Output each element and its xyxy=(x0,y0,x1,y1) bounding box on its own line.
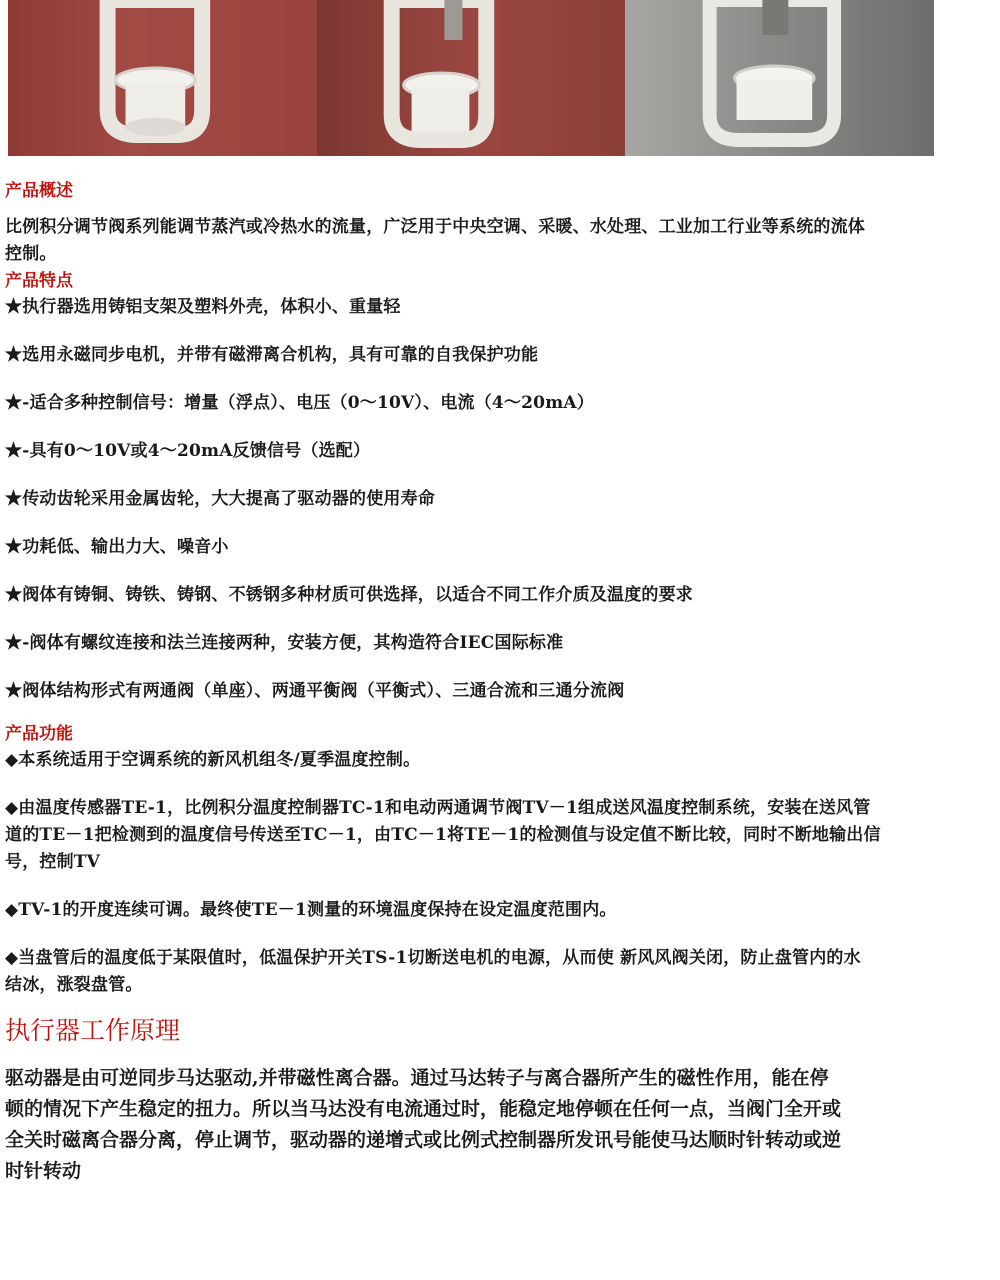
function-item-4-line-2: 结冰，涨裂盘管。 xyxy=(5,975,143,995)
feature-item: ★-适合多种控制信号：增量（浮点）、电压（0～10V）、电流（4～20mA） xyxy=(5,393,594,413)
feature-item: ★功耗低、输出力大、噪音小 xyxy=(5,537,229,557)
functions-title: 产品功能 xyxy=(5,724,73,744)
product-photo-3 xyxy=(625,0,934,156)
features-title: 产品特点 xyxy=(5,271,73,291)
principle-line-4: 时针转动 xyxy=(5,1160,82,1182)
feature-item: ★执行器选用铸铝支架及塑料外壳，体积小、重量轻 xyxy=(5,297,401,317)
function-item-2-line-2: 道的TE－1把检测到的温度信号传送至TC－1，由TC－1将TE－1的检测值与设定值不断比较，同时不断地输出信 xyxy=(5,825,881,845)
feature-item: ★选用永磁同步电机，并带有磁滞离合机构，具有可靠的自我保护功能 xyxy=(5,345,539,365)
feature-item: ★阀体有铸铜、铸铁、铸钢、不锈钢多种材质可供选择，以适合不同工作介质及温度的要求 xyxy=(5,585,693,605)
function-item-1: ◆本系统适用于空调系统的新风机组冬/夏季温度控制。 xyxy=(5,750,421,770)
principle-title: 执行器工作原理 xyxy=(5,1016,181,1045)
feature-item: ★-具有0～10V或4～20mA反馈信号（选配） xyxy=(5,441,371,461)
feature-item: ★传动齿轮采用金属齿轮，大大提高了驱动器的使用寿命 xyxy=(5,489,435,509)
overview-title: 产品概述 xyxy=(5,181,73,201)
function-item-2-line-3: 号，控制TV xyxy=(5,852,101,872)
overview-line-1: 比例积分调节阀系列能调节蒸汽或冷热水的流量，广泛用于中央空调、采暖、水处理、工业加工行业等系统的流体 xyxy=(5,217,865,237)
principle-line-1: 驱动器是由可逆同步马达驱动,并带磁性离合器。通过马达转子与离合器所产生的磁性作用，能在停 xyxy=(5,1067,829,1089)
principle-line-3: 全关时磁离合器分离，停止调节，驱动器的递增式或比例式控制器所发讯号能使马达顺时针转动或逆 xyxy=(5,1129,842,1151)
feature-item: ★阀体结构形式有两通阀（单座）、两通平衡阀（平衡式）、三通合流和三通分流阀 xyxy=(5,681,625,701)
principle-line-2: 顿的情况下产生稳定的扭力。所以当马达没有电流通过时，能稳定地停顿在任何一点，当阀门全开或 xyxy=(5,1098,842,1120)
product-description xyxy=(5,178,995,1187)
function-item-3: ◆TV-1的开度连续可调。最终使TE－1测量的环境温度保持在设定温度范围内。 xyxy=(5,900,617,920)
feature-item: ★-阀体有螺纹连接和法兰连接两种，安装方便，其构造符合IEC国际标准 xyxy=(5,633,564,653)
product-photo-1 xyxy=(8,0,317,156)
product-photo-strip xyxy=(8,0,934,156)
function-item-4-line-1: ◆当盘管后的温度低于某限值时，低温保护开关TS-1切断送电机的电源，从而使 新风风阀关闭，防止盘管内的水 xyxy=(5,948,861,968)
overview-line-2: 控制。 xyxy=(5,244,57,264)
product-photo-2 xyxy=(317,0,626,156)
function-item-2-line-1: ◆由温度传感器TE-1，比例积分温度控制器TC-1和电动两通调节阀TV－1组成送风温度控制系统，安装在送风管 xyxy=(5,798,871,818)
